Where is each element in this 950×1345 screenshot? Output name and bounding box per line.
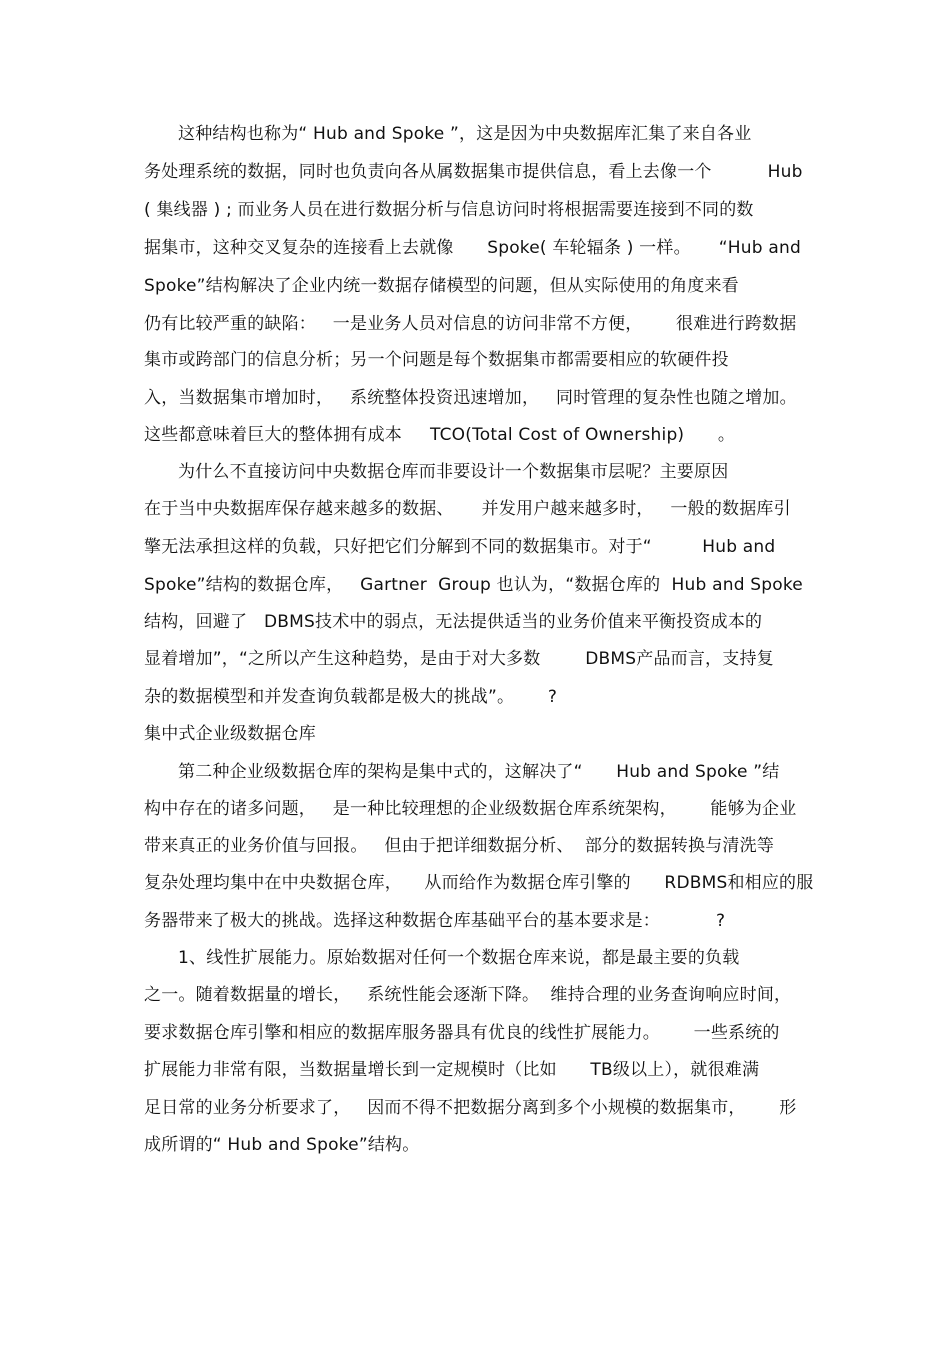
paragraph-4-line-3: 要求数据仓库引擎和相应的数据库服务器具有优良的线性扩展能力。 一些系统的 [144,1023,780,1043]
paragraph-2-line-7: 杂的数据模型和并发查询负载都是极大的挑战”。 ? [144,687,558,707]
paragraph-1-line-2: 务处理系统的数据，同时也负责向各从属数据集市提供信息，看上去像一个 Hub [144,162,803,182]
paragraph-4-line-4: 扩展能力非常有限，当数据量增长到一定规模时（比如 TB级以上），就很难满 [144,1060,760,1080]
paragraph-4-line-6: 成所谓的“ Hub and Spoke”结构。 [144,1135,420,1155]
section-heading: 集中式企业级数据仓库 [144,724,316,744]
paragraph-2-line-4: Spoke”结构的数据仓库， Gartner Group 也认为，“数据仓库的 Hub and Spoke [144,575,803,595]
paragraph-4-line-2: 之一。随着数据量的增长， 系统性能会逐渐下降。 维持合理的业务查询响应时间， [144,985,792,1005]
paragraph-1-line-8: 入，当数据集市增加时， 系统整体投资迅速增加， 同时管理的复杂性也随之增加。 [144,388,797,408]
paragraph-3-line-2: 构中存在的诸多问题， 是一种比较理想的企业级数据仓库系统架构， 能够为企业 [144,799,797,819]
paragraph-1-line-9: 这些都意味着巨大的整体拥有成本 TCO(Total Cost of Ownership) 。 [144,425,736,445]
paragraph-1-line-6: 仍有比较严重的缺陷： 一是业务人员对信息的访问非常不方便， 很难进行跨数据 [144,314,797,334]
paragraph-3-line-4: 复杂处理均集中在中央数据仓库， 从而给作为数据仓库引擎的 RDBMS和相应的服 [144,873,814,893]
paragraph-2-line-2: 在于当中央数据库保存越来越多的数据、 并发用户越来越多时， 一般的数据库引 [144,499,791,519]
paragraph-2-line-6: 显着增加”，“之所以产生这种趋势，是由于对大多数 DBMS产品而言，支持复 [144,649,774,669]
paragraph-2-line-1: 为什么不直接访问中央数据仓库而非要设计一个数据集市层呢？主要原因 [178,462,729,482]
paragraph-3-line-5: 务器带来了极大的挑战。选择这种数据仓库基础平台的基本要求是： ? [144,911,726,931]
paragraph-1-line-3: ( 集线器 ) ; 而业务人员在进行数据分析与信息访问时将根据需要连接到不同的数 [144,200,754,220]
paragraph-4-line-5: 足日常的业务分析要求了， 因而不得不把数据分离到多个小规模的数据集市， 形 [144,1098,797,1118]
paragraph-3-line-1: 第二种企业级数据仓库的架构是集中式的，这解决了“ Hub and Spoke ”结 [178,762,780,782]
paragraph-4-line-1: 1、线性扩展能力。原始数据对任何一个数据仓库来说，都是最主要的负载 [178,948,740,968]
paragraph-1-line-7: 集市或跨部门的信息分析；另一个问题是每个数据集市都需要相应的软硬件投 [144,350,729,370]
paragraph-1-line-4: 据集市，这种交叉复杂的连接看上去就像 Spoke( 车轮辐条 ) 一样。 “Hub and [144,238,801,258]
paragraph-1-line-1: 这种结构也称为“ Hub and Spoke ”，这是因为中央数据库汇集了来自各业 [178,124,752,144]
paragraph-1-line-5: Spoke”结构解决了企业内统一数据存储模型的问题，但从实际使用的角度来看 [144,276,739,296]
paragraph-3-line-3: 带来真正的业务价值与回报。 但由于把详细数据分析、 部分的数据转换与清洗等 [144,836,775,856]
paragraph-2-line-5: 结构，回避了 DBMS技术中的弱点，无法提供适当的业务价值来平衡投资成本的 [144,612,763,632]
paragraph-2-line-3: 擎无法承担这样的负载，只好把它们分解到不同的数据集市。对于“ Hub and [144,537,776,557]
